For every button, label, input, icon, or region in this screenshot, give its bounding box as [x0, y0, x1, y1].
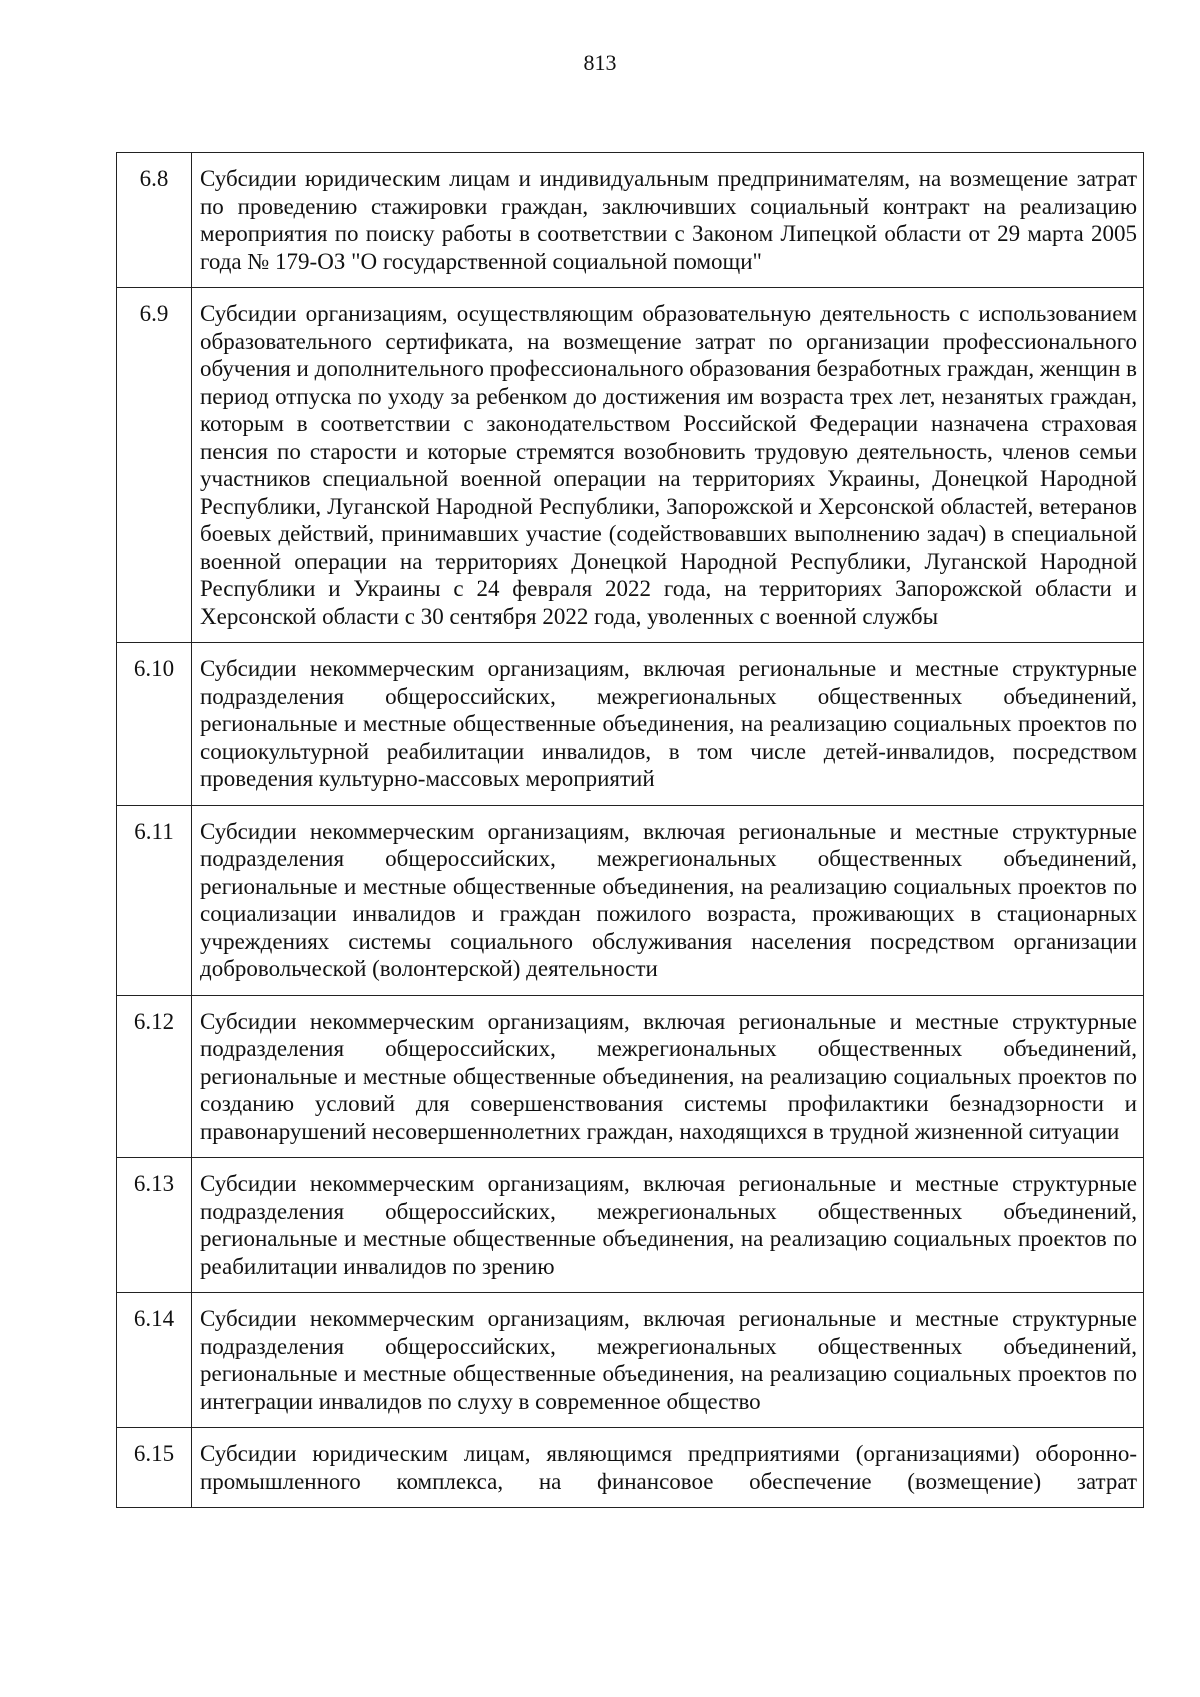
row-number: 6.15 — [117, 1428, 192, 1508]
table-row — [117, 1293, 1144, 1428]
row-description: Субсидии некоммерческим организациям, включая региональные и местные структурные подразделения общероссийских, межрегиональных общественных объединений, региональные и местные общественные объединения, на реализацию социальных проектов по социокультурной реабилитации инвалидов, в том числе детей-инвалидов, посредством проведения культурно-массовых мероприятий — [192, 643, 1144, 806]
row-number: 6.9 — [117, 288, 192, 643]
subsidies-table — [116, 152, 1144, 1508]
page-number: 813 — [583, 50, 617, 75]
table-row — [117, 288, 1144, 643]
table-row — [117, 1428, 1144, 1508]
row-number: 6.11 — [117, 805, 192, 995]
table-row — [117, 643, 1144, 806]
table-row — [117, 1158, 1144, 1293]
row-number: 6.10 — [117, 643, 192, 806]
row-description: Субсидии организациям, осуществляющим образовательную деятельность с использованием образовательного сертификата, на возмещение затрат по организации профессионального обучения и дополнительного профессионального образования безработных граждан, женщин в период отпуска по уходу за ребенком до достижения им возраста трех лет, незанятых граждан, которым в соответствии с законодательством Российской Федерации назначена страховая пенсия по старости и которые стремятся возобновить трудовую деятельность, членов семьи участников специальной военной операции на территориях Украины, Донецкой Народной Республики, Луганской Народной Республики, Запорожской и Херсонской областей, ветеранов боевых действий, принимавших участие (содействовавших выполнению задач) в специальной военной операции на территориях Донецкой Народной Республики, Луганской Народной Республики и Украины с 24 февраля 2022 года, на территориях Запорожской области и Херсонской области с 30 сентября 2022 года, уволенных с военной службы — [192, 288, 1144, 643]
row-description: Субсидии юридическим лицам, являющимся предприятиями (организациями) оборонно-промышленного комплекса, на финансовое обеспечение (возмещение) затрат — [192, 1428, 1144, 1508]
table-row — [117, 995, 1144, 1158]
row-number: 6.8 — [117, 153, 192, 288]
row-description: Субсидии некоммерческим организациям, включая региональные и местные структурные подразделения общероссийских, межрегиональных общественных объединений, региональные и местные общественные объединения, на реализацию социальных проектов по созданию условий для совершенствования системы профилактики безнадзорности и правонарушений несовершеннолетних граждан, находящихся в трудной жизненной ситуации — [192, 995, 1144, 1158]
row-description: Субсидии юридическим лицам и индивидуальным предпринимателям, на возмещение затрат по проведению стажировки граждан, заключивших социальный контракт на реализацию мероприятия по поиску работы в соответствии с Законом Липецкой области от 29 марта 2005 года № 179-ОЗ "О государственной социальной помощи" — [192, 153, 1144, 288]
row-description: Субсидии некоммерческим организациям, включая региональные и местные структурные подразделения общероссийских, межрегиональных общественных объединений, региональные и местные общественные объединения, на реализацию социальных проектов по реабилитации инвалидов по зрению — [192, 1158, 1144, 1293]
row-description: Субсидии некоммерческим организациям, включая региональные и местные структурные подразделения общероссийских, межрегиональных общественных объединений, региональные и местные общественные объединения, на реализацию социальных проектов по интеграции инвалидов по слуху в современное общество — [192, 1293, 1144, 1428]
table-row — [117, 153, 1144, 288]
row-number: 6.12 — [117, 995, 192, 1158]
row-number: 6.13 — [117, 1158, 192, 1293]
row-description: Субсидии некоммерческим организациям, включая региональные и местные структурные подразделения общероссийских, межрегиональных общественных объединений, региональные и местные общественные объединения, на реализацию социальных проектов по социализации инвалидов и граждан пожилого возраста, проживающих в стационарных учреждениях системы социального обслуживания населения посредством организации добровольческой (волонтерской) деятельности — [192, 805, 1144, 995]
table-row — [117, 805, 1144, 995]
row-number: 6.14 — [117, 1293, 192, 1428]
